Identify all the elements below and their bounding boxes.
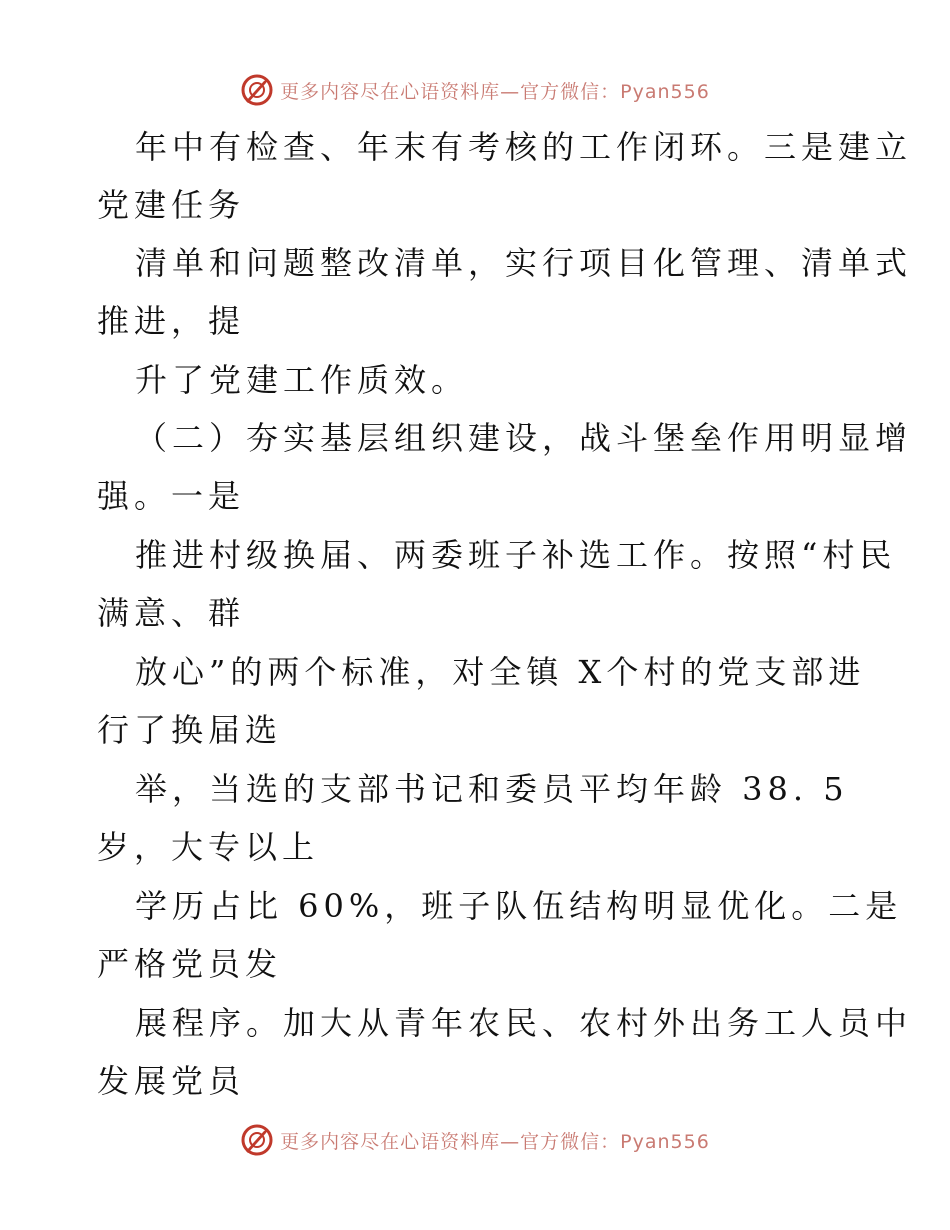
quill-pen-logo-icon [240,73,274,107]
text-line: 年中有检查、年末有考核的工作闭环。三是建立 [135,128,913,166]
text-line: 强。一是 [97,477,246,515]
text-line: 党建任务 [97,186,246,224]
section-heading-line: （二）夯实基层组织建设，战斗堡垒作用明显增 [135,419,913,457]
text-line: 推进村级换届、两委班子补选工作。按照“村民 [135,536,897,574]
watermark-text: 更多内容尽在心语资料库—官方微信：Pyan556 [280,80,710,103]
header-watermark [0,70,950,110]
text-line: 放心”的两个标准，对全镇 X个村的党支部进 [135,653,866,691]
text-line: 清单和问题整改清单，实行项目化管理、清单式 [135,244,913,282]
text-line: 推进，提 [97,302,246,340]
footer-watermark [0,1120,950,1160]
watermark-text: 更多内容尽在心语资料库—官方微信：Pyan556 [280,1130,710,1153]
text-line: 严格党员发 [97,945,283,983]
quill-pen-logo-icon [240,1123,274,1157]
text-line: 满意、群 [97,594,246,632]
text-line: 举，当选的支部书记和委员平均年龄 38. 5 [135,770,849,808]
text-line: 发展党员 [97,1062,246,1100]
text-line: 岁，大专以上 [97,828,320,866]
text-line: 升了党建工作质效。 [135,361,469,399]
text-line: 行了换届选 [97,711,283,749]
text-line: 展程序。加大从青年农民、农村外出务工人员中 [135,1004,913,1042]
text-line: 学历占比 60%，班子队伍结构明显优化。二是 [135,887,903,925]
